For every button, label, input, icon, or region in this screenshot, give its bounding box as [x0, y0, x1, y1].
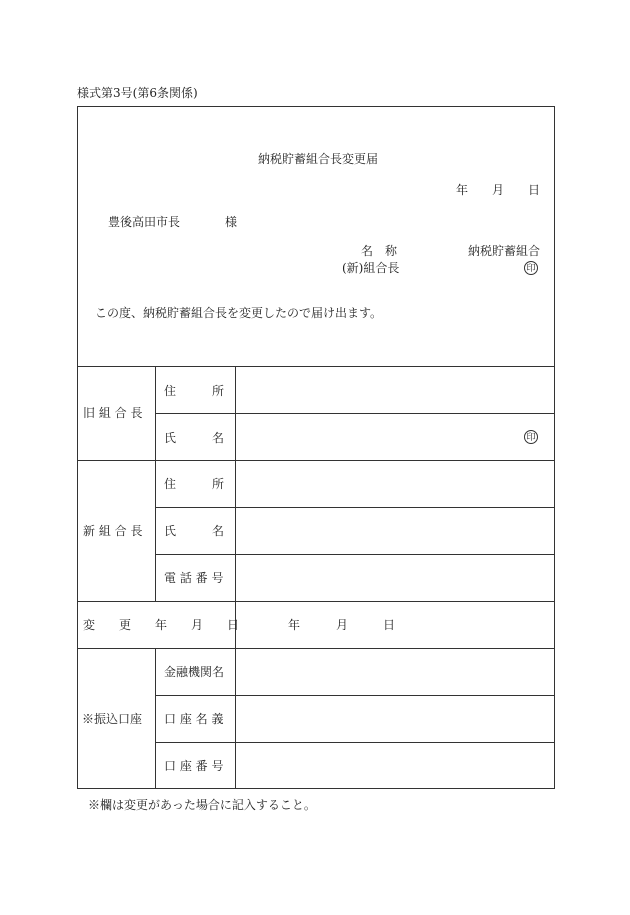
bank-name-label: 金融機関名	[164, 665, 225, 679]
date-month-label: 月	[492, 183, 505, 197]
column-divider	[155, 366, 156, 601]
new-chief-label: (新)組合長	[342, 261, 400, 275]
new-name-label: 氏 名	[164, 524, 225, 538]
old-address-label: 住 所	[164, 384, 225, 398]
column-divider	[155, 648, 156, 789]
date-year-label: 年	[456, 183, 469, 197]
new-name-field[interactable]	[236, 508, 554, 554]
addressee-name: 豊後高田市長	[108, 215, 181, 229]
old-address-field[interactable]	[236, 367, 554, 413]
change-date-label: 変 更 年 月 日	[83, 618, 240, 632]
form-title: 納税貯蓄組合長変更届	[258, 152, 379, 166]
old-name-label: 氏 名	[164, 431, 225, 445]
change-date-field[interactable]	[236, 602, 554, 648]
seal-mark-old-chief: 印	[524, 430, 538, 444]
old-name-field[interactable]	[236, 414, 554, 460]
account-number-label: 口 座 番 号	[164, 759, 224, 773]
change-date-day: 日	[383, 618, 396, 632]
old-chief-header: 旧 組 合 長	[83, 406, 143, 420]
seal-mark-applicant: 印	[524, 261, 538, 275]
change-date-month: 月	[336, 618, 349, 632]
account-holder-field[interactable]	[236, 696, 554, 742]
account-holder-label: 口 座 名 義	[164, 712, 224, 726]
statement-text: この度、納税貯蓄組合長を変更したので届け出ます。	[95, 306, 383, 320]
new-phone-label: 電 話 番 号	[164, 571, 224, 585]
footnote: ※欄は変更があった場合に記入すること。	[88, 798, 316, 812]
date-day-label: 日	[528, 183, 541, 197]
account-number-field[interactable]	[236, 743, 554, 788]
new-chief-header: 新 組 合 長	[83, 524, 143, 538]
applicant-name-label: 名 称	[361, 244, 398, 258]
new-address-field[interactable]	[236, 461, 554, 507]
new-phone-field[interactable]	[236, 555, 554, 601]
form-number-label: 様式第3号(第6条関係)	[77, 86, 198, 100]
new-address-label: 住 所	[164, 477, 225, 491]
bank-name-field[interactable]	[236, 649, 554, 695]
applicant-name-value: 納税貯蓄組合	[468, 244, 541, 258]
addressee-honorific: 様	[225, 215, 238, 229]
change-date-year: 年	[288, 618, 301, 632]
transfer-account-header: ※振込口座	[82, 712, 143, 726]
